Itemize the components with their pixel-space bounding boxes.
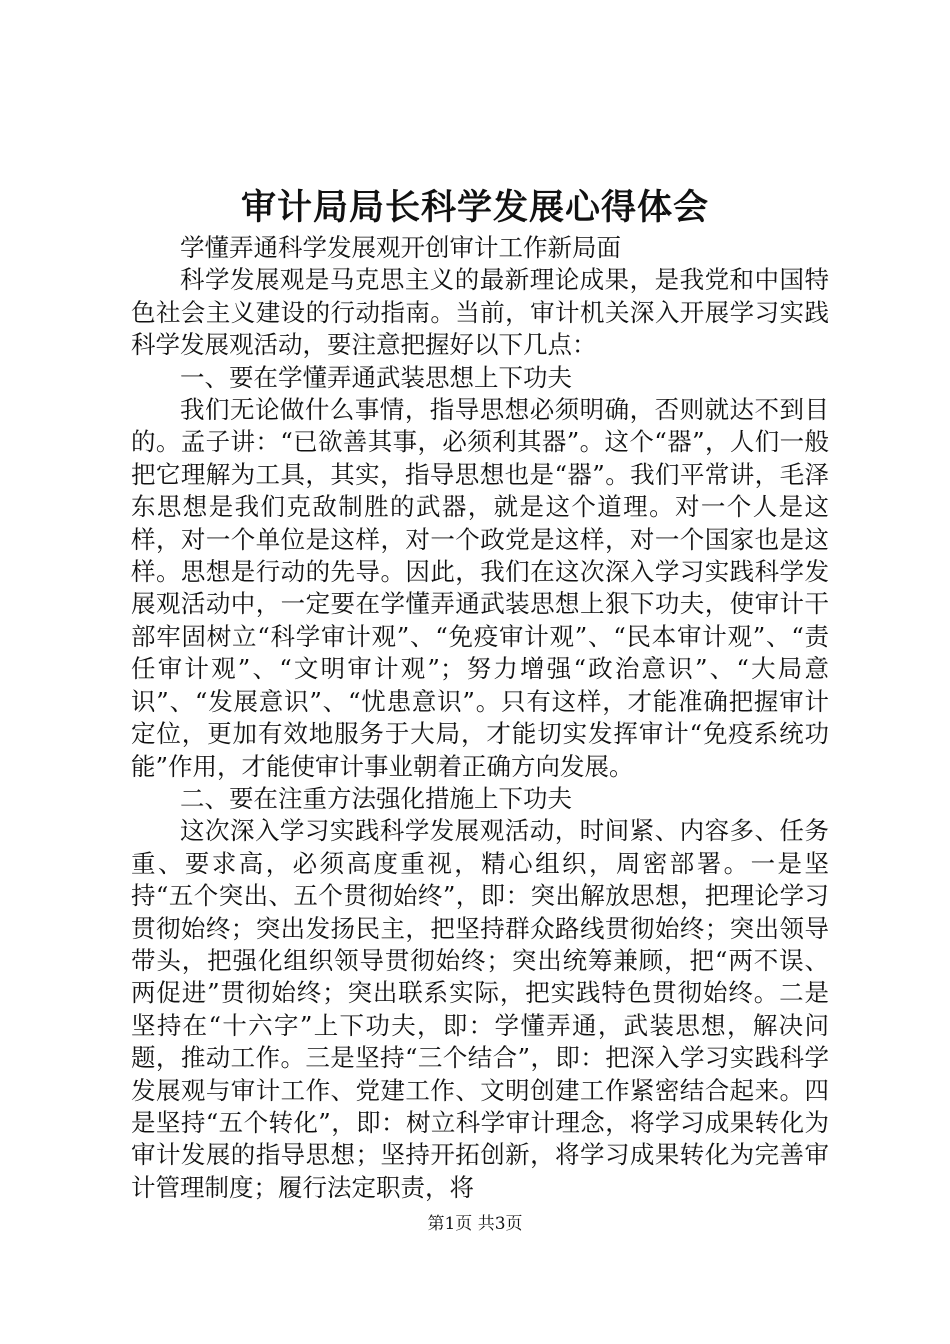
document-body: [131, 232, 829, 1204]
document-title: 审计局局长科学发展心得体会: [240, 188, 709, 228]
body-paragraph-1: 我们无论做什么事情，指导思想必须明确，否则就达不到目的。孟子讲：“已欲善其事，必须利其器”。这个“器”，人们一般把它理解为工具，其实，指导思想也是“器”。我们平常讲，毛泽东思想是我们克敌制胜的武器，就是这个道理。对一个人是这样，对一个单位是这样，对一个政党是这样，对一个国家也是这样。思想是行动的先导。因此，我们在这次深入学习实践科学发展观活动中，一定要在学懂弄通武装思想上狠下功夫，使审计干部牢固树立“科学审计观”、“免疫审计观”、“民本审计观”、“责任审计观”、“文明审计观”；努力增强“政治意识”、“大局意识”、“发展意识”、“忧患意识”。只有这样，才能准确把握审计定位，更加有效地服务于大局，才能切实发挥审计“免疫系统功能”作用，才能使审计事业朝着正确方向发展。: [131, 395, 829, 781]
page-footer: 第1页 共3页: [427, 1214, 523, 1234]
body-paragraph-2: 这次深入学习实践科学发展观活动，时间紧、内容多、任务重、要求高，必须高度重视，精心组织，周密部署。一是坚持“五个突出、五个贯彻始终”，即：突出解放思想，把理论学习贯彻始终；突出发扬民主，把坚持群众路线贯彻始终；突出领导带头，把强化组织领导贯彻始终；突出统筹兼顾，把“两不误、两促进”贯彻始终；突出联系实际，把实践特色贯彻始终。二是坚持在“十六字”上下功夫，即：学懂弄通，武装思想，解决问题，推动工作。三是坚持“三个结合”，即：把深入学习实践科学发展观与审计工作、党建工作、文明创建工作紧密结合起来。四是坚持“五个转化”，即：树立科学审计理念，将学习成果转化为审计发展的指导思想；坚持开拓创新，将学习成果转化为完善审计管理制度；履行法定职责，将: [131, 816, 829, 1202]
intro-paragraph: 科学发展观是马克思主义的最新理论成果，是我党和中国特色社会主义建设的行动指南。当前，审计机关深入开展学习实践科学发展观活动，要注意把握好以下几点：: [131, 265, 829, 360]
section-heading-2: 二、要在注重方法强化措施上下功夫: [180, 783, 572, 813]
section-heading-1: 一、要在学懂弄通武装思想上下功夫: [180, 362, 572, 392]
subtitle-paragraph: 学懂弄通科学发展观开创审计工作新局面: [180, 233, 621, 262]
